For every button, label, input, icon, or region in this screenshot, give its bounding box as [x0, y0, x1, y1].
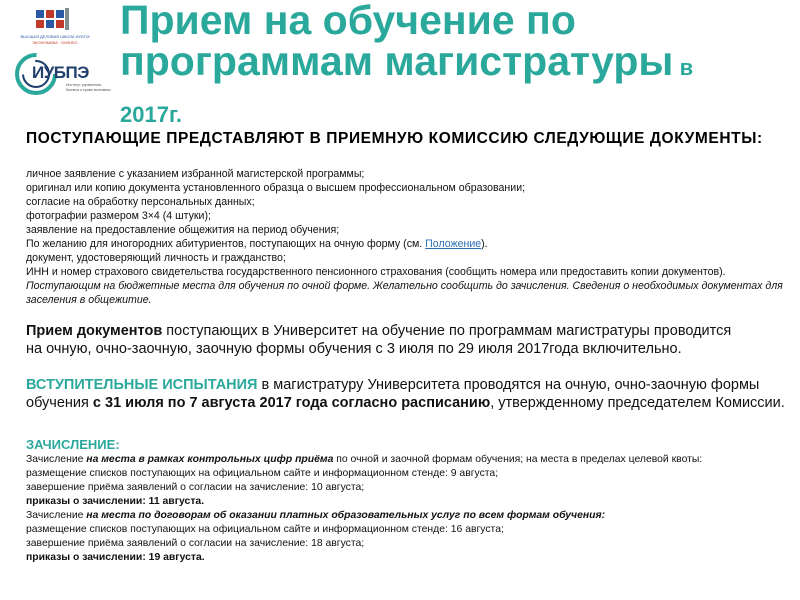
building-emblem-icon — [32, 6, 72, 32]
list-item: размещение списков поступающих на официальном сайте и информационном стенде: 16 августа; — [26, 524, 504, 535]
documents-heading: ПОСТУПАЮЩИЕ ПРЕДСТАВЛЯЮТ В ПРИЕМНУЮ КОМИССИЮ СЛЕДУЮЩИЕ ДОКУМЕНТЫ: — [26, 130, 763, 147]
exams-text-2: , утвержденному председателем Комиссии. — [490, 395, 785, 411]
exams-paragraph — [26, 376, 788, 412]
logo-caption-2: ЭКОНОМИКА · БИЗНЕС — [32, 40, 78, 45]
iubpe-abbreviation: ИУБПЭ — [32, 63, 89, 82]
list-item: размещение списков поступающих на официальном сайте и информационном стенде: 9 августа; — [26, 468, 499, 479]
documents-list — [26, 167, 786, 307]
title-main: Прием на обучение по программам магистратуры — [120, 0, 674, 84]
list-item: приказы о зачислении: 11 августа. — [26, 496, 205, 507]
item6-text-before: По желанию для иногородних абитуриентов, поступающих на очную форму (см. — [26, 238, 426, 250]
list-item: документ, удостоверяющий личность и гражданство; — [26, 252, 286, 264]
enrollment-list — [26, 453, 786, 565]
list-item: личное заявление с указанием избранной магистерской программы; — [26, 168, 365, 180]
list-item: завершение приёма заявлений о согласии на зачисление: 18 августа; — [26, 538, 365, 549]
list-item: фотографии размером 3×4 (4 штуки); — [26, 210, 211, 222]
budget-pre: Зачисление — [26, 454, 87, 465]
list-item: Поступающим на бюджетные места для обучения по очной форме. Желательно сообщить до зачисления. Сведения о необходимых документах для заселения в общежитие. — [26, 280, 783, 306]
iubpe-subtitle: Институт управления, бизнеса и права экономики — [66, 83, 111, 92]
intake-paragraph — [26, 322, 788, 358]
list-item: оригинал или копию документа установленного образца о высшем профессиональном образовании; — [26, 182, 526, 194]
exams-heading: ВСТУПИТЕЛЬНЫЕ ИСПЫТАНИЯ — [26, 377, 258, 393]
paid-places: на места по договорам об оказании платных образовательных услуг по всем формам обучения: — [86, 510, 606, 521]
intake-lead-rest: поступающих в Университет на обучение по программам магистратуры проводится — [162, 323, 732, 339]
page-title — [120, 0, 796, 135]
intake-lead: Прием документов — [26, 323, 163, 339]
list-item: согласие на обработку персональных данных; — [26, 196, 255, 208]
intake-dates: на очную, очно-заочную, заочную формы обучения с 3 июля по 29 июля 2017года включительно. — [26, 341, 682, 357]
university-logo — [14, 4, 96, 52]
list-item: ИНН и номер страхового свидетельства государственного пенсионного страхования (сообщить номера или предоставить копии документов). — [26, 266, 726, 278]
regulation-link[interactable]: Положение — [425, 238, 482, 250]
list-item — [26, 237, 786, 251]
list-item: заявление на предоставление общежития на период обучения; — [26, 224, 340, 236]
title-connector: в — [673, 55, 694, 80]
iubpe-logo — [14, 52, 110, 106]
logo-caption-1: ВЫСШАЯ ДЕЛОВАЯ ШКОЛА ИУБПЭ — [20, 34, 90, 39]
paid-pre: Зачисление — [26, 510, 87, 521]
exams-dates: с 31 июля по 7 августа 2017 года согласно расписанию — [92, 395, 491, 411]
item6-text-after: ). — [481, 238, 488, 250]
enrollment-heading: ЗАЧИСЛЕНИЕ: — [26, 437, 120, 452]
title-year: 2017г. — [120, 102, 183, 127]
budget-places: на места в рамках контрольных цифр приёма — [86, 454, 334, 465]
exams-text-1: в магистратуру Университета проводятся на очную, очно-заочную формы обучения — [26, 377, 760, 411]
list-item — [26, 453, 786, 467]
list-item — [26, 509, 786, 523]
list-item: приказы о зачислении: 19 августа. — [26, 552, 205, 563]
list-item: завершение приёма заявлений о согласии на зачисление: 10 августа; — [26, 482, 365, 493]
budget-post: по очной и заочной формам обучения; на места в пределах целевой квоты: — [333, 454, 703, 465]
